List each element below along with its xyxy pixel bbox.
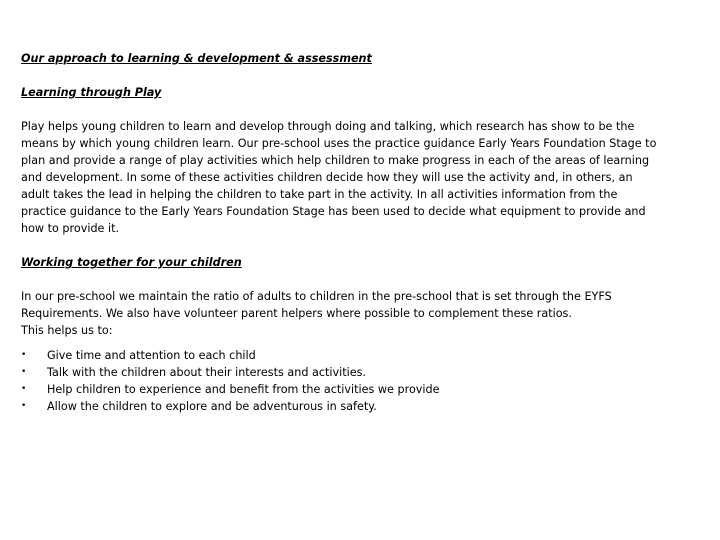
section-heading-learning-through-play: Learning through Play [21, 86, 162, 99]
list-item [21, 398, 661, 415]
bullet-list [21, 347, 661, 415]
list-item [21, 347, 661, 364]
spacer [21, 271, 661, 288]
list-item-text: Talk with the children about their interests and activities. [47, 366, 366, 379]
document-title: Our approach to learning & development & assessment [21, 52, 372, 65]
section-heading-working-together: Working together for your children [21, 256, 242, 269]
spacer [21, 237, 661, 254]
paragraph-working-together-text: In our pre-school we maintain the ratio of adults to children in the pre-school that is set through the EYFS Requirements. We also have volunteer parent helpers where possible to complement these ratios. [21, 290, 612, 320]
paragraph-learning-through-play: Play helps young children to learn and develop through doing and talking, which research has show to be the means by which young children learn. Our pre-school uses the practice guidance Early Years Foundation Stage to plan and provide a range of play activities which help children to make progress in each of the areas of learning and development. In some of these activities children decide how they will use the activity and, in others, an adult takes the lead in helping the children to take part in the activity. In all activities information from the practice guidance to the Early Years Foundation Stage has been used to decide what equipment to provide and how to provide it. [21, 120, 657, 235]
list-item-text: Help children to experience and benefit from the activities we provide [47, 383, 440, 396]
spacer [21, 67, 661, 84]
spacer [21, 101, 661, 118]
list-item-text: Allow the children to explore and be adventurous in safety. [47, 400, 377, 413]
bullet-list-intro: This helps us to: [21, 324, 113, 337]
list-item [21, 381, 661, 398]
bullet-icon: • [21, 384, 27, 394]
paragraph-working-together [21, 288, 661, 339]
list-item-text: Give time and attention to each child [47, 349, 256, 362]
bullet-icon: • [21, 367, 27, 377]
spacer [21, 339, 661, 347]
list-item [21, 364, 661, 381]
bullet-icon: • [21, 401, 27, 411]
bullet-icon: • [21, 350, 27, 360]
document-body [21, 50, 661, 415]
